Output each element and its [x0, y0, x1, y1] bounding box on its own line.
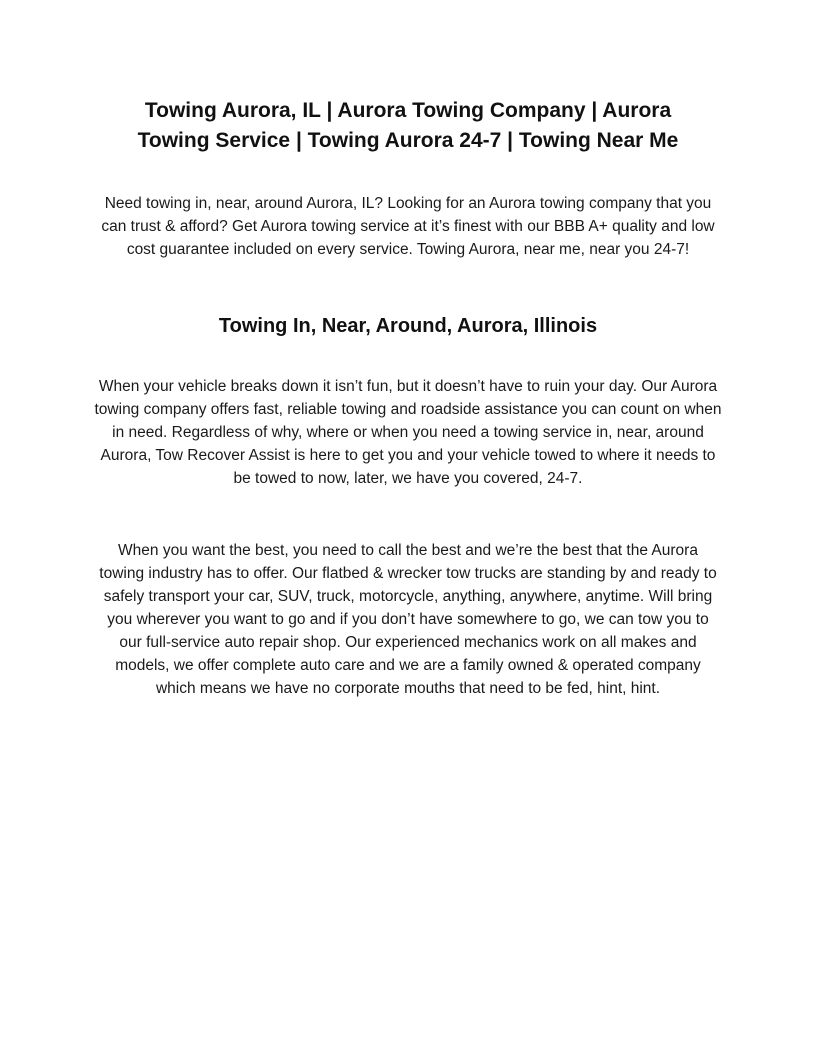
page-title: Towing Aurora, IL | Aurora Towing Company | Aurora Towing Service | Towing Aurora 24-7 | Towing Near Me [137, 99, 679, 152]
body-paragraph-1: When your vehicle breaks down it isn’t fun, but it doesn’t have to ruin your day. Our Aurora towing company offers fast, reliable towing and roadside assistance you can count on when in need. Regardless of why, where or when you need a towing service in, near, around Aurora, Tow Recover Assist is here to get you and your vehicle towed to where it needs to be towed to now, later, we have you covered, 24-7. [94, 378, 722, 487]
section-heading: Towing In, Near, Around, Aurora, Illinois [218, 315, 598, 337]
body-paragraph-2: When you want the best, you need to call the best and we’re the best that the Aurora towing industry has to offer. Our flatbed & wrecker tow trucks are standing by and ready to safely transport your car, SUV, truck, motorcycle, anything, anywhere, anytime. Will bring you wherever you want to go and if you don’t have somewhere to go, we can tow you to our full-service auto repair shop. Our experienced mechanics work on all makes and models, we offer complete auto care and we are a family owned & operated company which means we have no corporate mouths that need to be fed, hint, hint. [99, 542, 717, 697]
intro-paragraph: Need towing in, near, around Aurora, IL? Looking for an Aurora towing company that you can trust & afford? Get Aurora towing service at it’s finest with our BBB A+ quality and low cost guarantee included on every service. Towing Aurora, near me, near you 24-7! [101, 195, 715, 258]
